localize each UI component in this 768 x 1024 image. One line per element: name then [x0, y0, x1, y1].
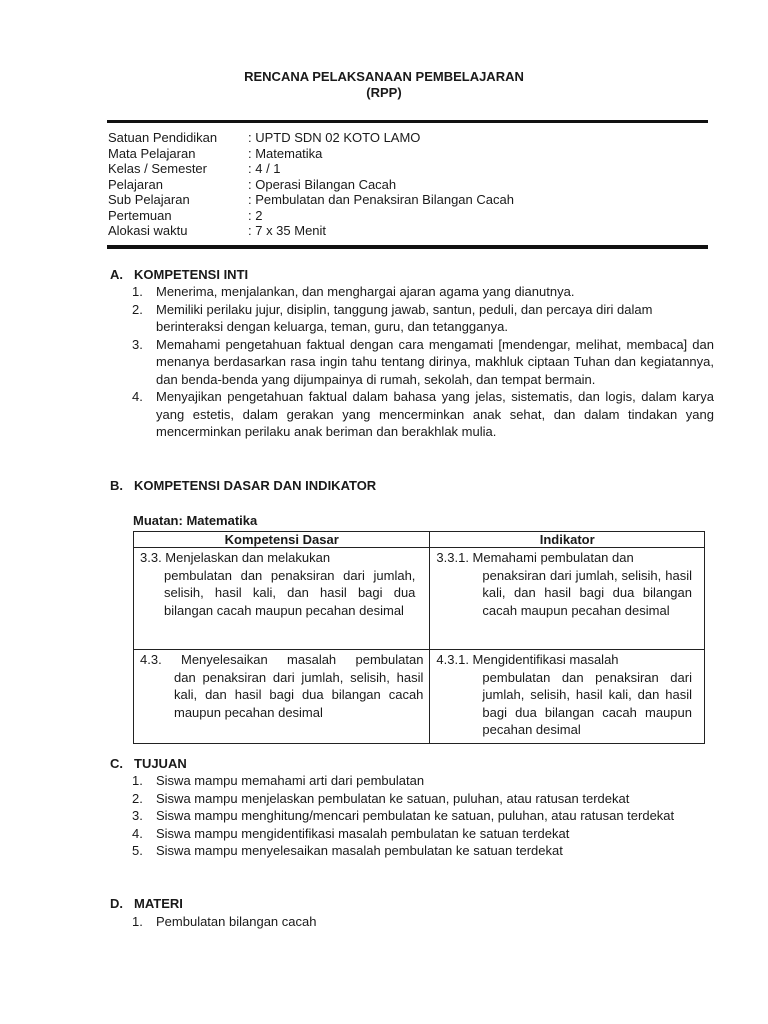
identity-row	[108, 177, 708, 193]
section-title: MATERI	[134, 896, 183, 911]
item-number: 1.	[132, 773, 143, 788]
identity-value: : Matematika	[248, 145, 323, 161]
tujuan-list	[132, 772, 714, 860]
top-divider	[107, 120, 708, 123]
identity-label: Pertemuan	[108, 207, 172, 223]
list-item	[132, 913, 714, 931]
identity-value: : 4 / 1	[248, 161, 281, 176]
section-d-heading	[110, 896, 183, 911]
indikator-first-line: 3.3.1. Memahami pembulatan dan	[436, 550, 634, 565]
table-row	[134, 650, 705, 744]
kd-rest: dan penaksiran dari jumlah, selisih, hasil kali, dan hasil bagi dua bilangan cacah maupun pecahan desimal	[174, 669, 424, 720]
table-cell-kd	[134, 548, 430, 650]
identity-row	[108, 208, 708, 224]
section-letter: B.	[110, 478, 123, 493]
item-text: Menyajikan pengetahuan faktual dalam bahasa yang jelas, sistematis, dan logis, dalam karya yang estetis, dalam gerakan yang mencerminkan anak sehat, dan dalam tindakan yang mencerminkan perilaku anak beriman dan berakhlak mulia.	[156, 389, 714, 439]
indikator-rest: penaksiran dari jumlah, selisih, hasil kali, dan hasil bagi dua bilangan cacah maupun pecahan desimal	[482, 567, 692, 618]
document-title: RENCANA PELAKSANAAN PEMBELAJARAN	[244, 69, 524, 84]
item-number: 2.	[132, 301, 143, 317]
identity-value: : 2	[248, 207, 263, 223]
identity-row	[108, 223, 708, 239]
bottom-divider	[107, 245, 708, 249]
item-number: 4.	[132, 825, 143, 841]
kd-first-line: 4.3. Menyelesaikan masalah pembulatan	[140, 652, 424, 667]
section-title: KOMPETENSI DASAR DAN INDIKATOR	[134, 478, 377, 493]
identity-label: Sub Pelajaran	[108, 192, 190, 207]
identity-row	[108, 192, 708, 208]
column-header-indikator: Indikator	[430, 532, 705, 548]
kd-rest: pembulatan dan penaksiran dari jumlah, selisih, hasil kali, dan hasil bagi dua bilangan cacah maupun pecahan desimal	[164, 567, 416, 618]
section-b-heading	[110, 478, 376, 493]
section-letter: C.	[110, 756, 123, 771]
table-cell-indikator	[430, 548, 705, 650]
section-a-heading	[110, 267, 248, 282]
item-number: 1.	[132, 914, 143, 929]
indikator-first-line: 4.3.1. Mengidentifikasi masalah	[436, 652, 619, 667]
item-text: Siswa mampu menyelesaikan masalah pembulatan ke satuan terdekat	[156, 843, 563, 858]
identity-label: Mata Pelajaran	[108, 145, 196, 161]
item-number: 5.	[132, 843, 143, 858]
table-header-row	[134, 532, 705, 548]
list-item	[132, 772, 714, 790]
section-title: KOMPETENSI INTI	[134, 267, 249, 282]
list-item	[132, 807, 714, 825]
materi-list	[132, 913, 714, 931]
item-text: Memahami pengetahuan faktual dengan cara mengamati [mendengar, melihat, membaca] dan menanya berdasarkan rasa ingin tahu tentang dirinya, makhluk ciptaan Tuhan dan kegiatannya, dan benda-benda yang dijumpainya di rumah, sekolah, dan tempat bermain.	[156, 336, 714, 387]
list-item	[132, 283, 714, 301]
item-text: Memiliki perilaku jujur, disiplin, tanggung jawab, santun, peduli, dan percaya diri dalam berinteraksi dengan keluarga, teman, guru, dan tetangganya.	[156, 301, 653, 334]
identity-value: : UPTD SDN 02 KOTO LAMO	[248, 130, 421, 145]
section-letter: D.	[110, 896, 123, 911]
list-item	[132, 790, 714, 808]
identity-row	[108, 130, 708, 146]
muatan-label: Muatan: Matematika	[133, 513, 258, 528]
list-item	[132, 825, 714, 843]
table-cell-kd	[134, 650, 430, 744]
item-text: Menerima, menjalankan, dan menghargai ajaran agama yang dianutnya.	[156, 284, 575, 299]
item-text: Siswa mampu menjelaskan pembulatan ke satuan, puluhan, atau ratusan terdekat	[156, 790, 630, 806]
table-cell-indikator	[430, 650, 705, 744]
identity-label: Alokasi waktu	[108, 223, 188, 238]
identity-row	[108, 146, 708, 162]
table-row	[134, 548, 705, 650]
item-number: 3.	[132, 808, 143, 823]
column-header-kd: Kompetensi Dasar	[134, 532, 430, 548]
item-text: Siswa mampu menghitung/mencari pembulatan ke satuan, puluhan, atau ratusan terdekat	[156, 808, 675, 823]
identity-value: : Pembulatan dan Penaksiran Bilangan Cacah	[248, 192, 514, 207]
list-item	[132, 842, 714, 860]
identity-row	[108, 161, 708, 177]
list-item	[132, 336, 714, 389]
item-number: 1.	[132, 284, 143, 299]
item-text: Pembulatan bilangan cacah	[156, 914, 317, 929]
identity-block	[108, 130, 708, 239]
item-text: Siswa mampu mengidentifikasi masalah pembulatan ke satuan terdekat	[156, 825, 570, 841]
kd-first-line: 3.3. Menjelaskan dan melakukan	[140, 550, 331, 565]
list-item	[132, 301, 714, 336]
item-number: 3.	[132, 336, 143, 352]
section-c-heading	[110, 756, 187, 771]
identity-label: Kelas / Semester	[108, 161, 207, 176]
item-number: 2.	[132, 790, 143, 806]
item-text: Siswa mampu memahami arti dari pembulatan	[156, 773, 425, 788]
identity-label: Satuan Pendidikan	[108, 130, 218, 145]
identity-value: : 7 x 35 Menit	[248, 223, 327, 238]
list-item	[132, 388, 714, 441]
item-number: 4.	[132, 389, 143, 404]
section-title: TUJUAN	[134, 756, 187, 771]
section-letter: A.	[110, 267, 123, 282]
document-subtitle: (RPP)	[366, 85, 402, 100]
kompetensi-table	[133, 531, 705, 744]
identity-value: : Operasi Bilangan Cacah	[248, 176, 397, 192]
identity-label: Pelajaran	[108, 176, 163, 192]
indikator-rest: pembulatan dan penaksiran dari jumlah, selisih, hasil kali, dan hasil bagi dua bilangan cacah maupun pecahan desimal	[482, 669, 692, 737]
kompetensi-inti-list	[132, 283, 714, 441]
